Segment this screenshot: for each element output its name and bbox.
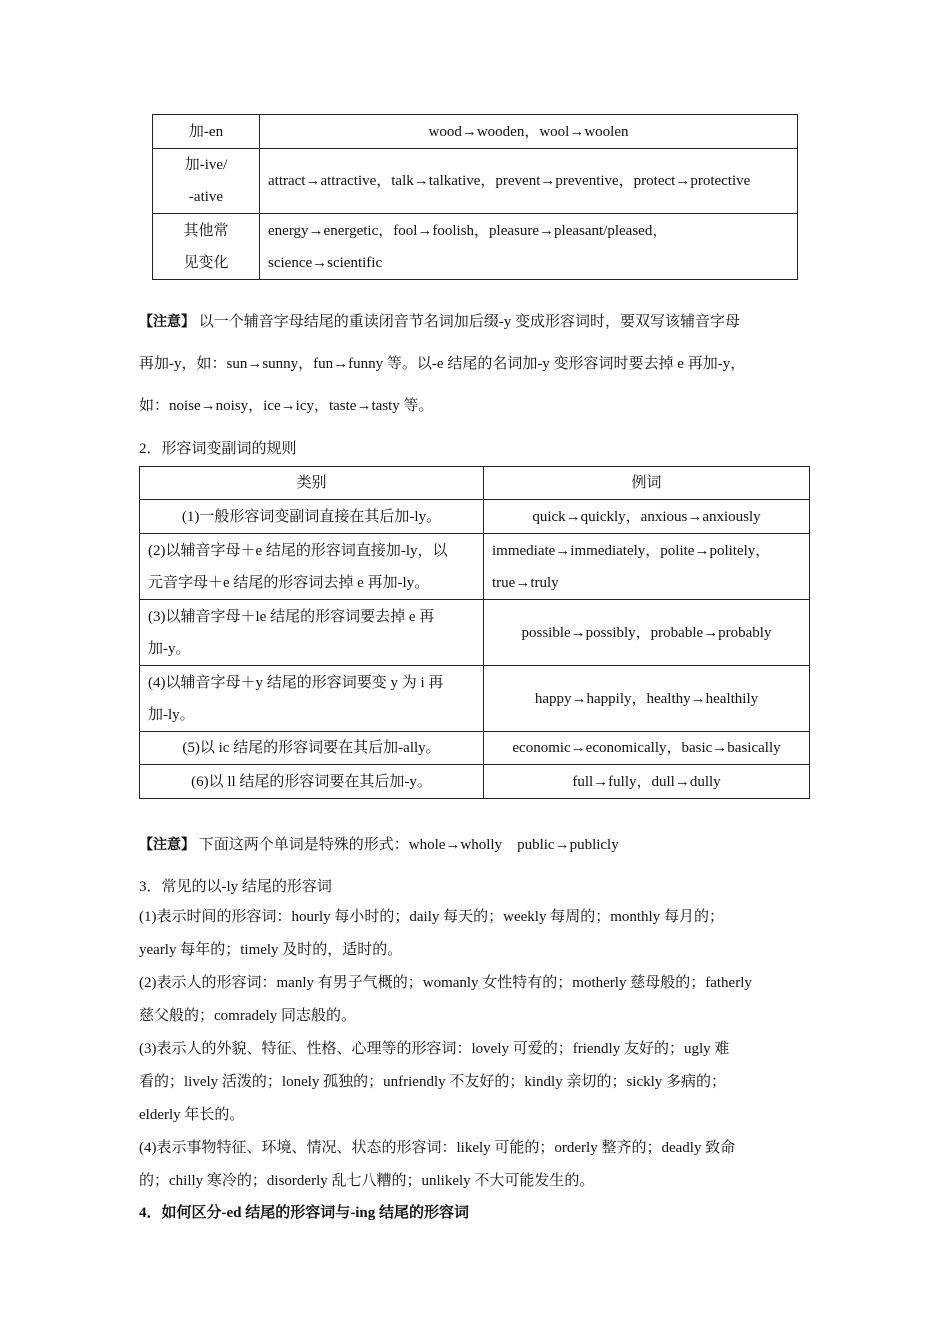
table-header-row <box>140 467 810 500</box>
suffix-table <box>152 114 798 280</box>
cell-line: energy→energetic，fool→foolish，pleasure→pleasant/pleased， <box>268 222 668 239</box>
rule-cell <box>140 534 484 600</box>
table-row <box>153 115 798 149</box>
body-line: 的；chilly 寒冷的；disorderly 乱七八糟的；unlikely 不大可能发生的。 <box>139 1173 595 1189</box>
table-row <box>140 500 810 534</box>
table-cell-example <box>260 214 798 280</box>
rule-cell: (1)一般形容词变副词直接在其后加-ly。 <box>140 500 484 534</box>
note-paragraph <box>139 829 814 862</box>
table-cell-label: 加-en <box>153 115 260 149</box>
table-row <box>140 534 810 600</box>
note-line <box>139 301 814 343</box>
cell-line: (4)以辅音字母＋y 结尾的形容词要变 y 为 i 再 <box>148 674 444 691</box>
note-line: 如：noise→noisy，ice→icy，taste→tasty 等。 <box>139 398 434 414</box>
example-cell: possible→possibly，probable→probably <box>484 600 810 666</box>
body-line: (4)表示事物特征、环境、情况、状态的形容词：likely 可能的；orderly 整齐的；deadly 致命 <box>139 1140 736 1156</box>
body-line: (3)表示人的外貌、特征、性格、心理等的形容词：lovely 可爱的；friendly 友好的；ugly 难 <box>139 1041 730 1057</box>
note-text: 下面这两个单词是特殊的形式：whole→wholly public→publicly <box>198 837 619 853</box>
body-line: 看的；lively 活泼的；lonely 孤独的；unfriendly 不友好的；kindly 亲切的；sickly 多病的； <box>139 1074 727 1090</box>
example-cell: full→fully，dull→dully <box>484 765 810 799</box>
adverb-rules-table <box>139 466 810 799</box>
table-cell-example: wood→wooden，wool→woolen <box>260 115 798 149</box>
column-header: 类别 <box>140 467 484 500</box>
column-header: 例词 <box>484 467 810 500</box>
section-body <box>139 901 814 1198</box>
table-cell-label <box>153 149 260 214</box>
cell-line: immediate→immediately，polite→politely， <box>492 542 771 559</box>
section-heading: 3．常见的以-ly 结尾的形容词 <box>139 879 332 895</box>
rule-cell: (6)以 ll 结尾的形容词要在其后加-y。 <box>140 765 484 799</box>
example-cell: happy→happily，healthy→healthily <box>484 666 810 732</box>
cell-line: -ative <box>188 189 224 205</box>
cell-line: science→scientific <box>268 254 383 271</box>
body-line: elderly 年长的。 <box>139 1107 245 1123</box>
rule-cell <box>140 666 484 732</box>
cell-line: 加-ive/ <box>184 157 228 173</box>
cell-line: (2)以辅音字母＋e 结尾的形容词直接加-ly，以 <box>148 542 448 559</box>
table-row <box>140 600 810 666</box>
cell-line: true→truly <box>492 574 559 591</box>
body-line: (1)表示时间的形容词：hourly 每小时的；daily 每天的；weekly 每周的；monthly 每月的； <box>139 909 724 925</box>
body-line: 慈父般的；comradely 同志般的。 <box>139 1008 357 1024</box>
table-cell-example: attract→attractive，talk→talkative，prevent→preventive，protect→protective <box>260 149 798 214</box>
note-line: 再加-y，如：sun→sunny，fun→funny 等。以-e 结尾的名词加-y 变形容词时要去掉 e 再加-y， <box>139 356 746 372</box>
cell-line: (3)以辅音字母＋le 结尾的形容词要去掉 e 再 <box>148 608 435 625</box>
table-row <box>140 732 810 765</box>
example-cell: economic→economically，basic→basically <box>484 732 810 765</box>
example-cell <box>484 534 810 600</box>
cell-line: 其他常 <box>183 222 229 239</box>
table-row <box>140 666 810 732</box>
note-tag: 【注意】 <box>139 837 195 853</box>
cell-line: 元音字母＋e 结尾的形容词去掉 e 再加-ly。 <box>148 574 430 591</box>
section-heading: 2．形容词变副词的规则 <box>139 441 297 457</box>
note-text: 以一个辅音字母结尾的重读闭音节名词加后缀-y 变成形容词时，要双写该辅音字母 <box>198 314 740 330</box>
cell-line: 见变化 <box>183 254 229 271</box>
table-row <box>153 214 798 280</box>
example-cell: quick→quickly，anxious→anxiously <box>484 500 810 534</box>
section-heading: 4．如何区分-ed 结尾的形容词与-ing 结尾的形容词 <box>139 1205 470 1221</box>
note-tag: 【注意】 <box>139 314 195 330</box>
table-row <box>153 149 798 214</box>
cell-line: 加-ly。 <box>148 706 195 723</box>
rule-cell <box>140 600 484 666</box>
table-row <box>140 765 810 799</box>
body-line: (2)表示人的形容词：manly 有男子气概的；womanly 女性特有的；motherly 慈母般的；fatherly <box>139 975 752 991</box>
rule-cell: (5)以 ic 结尾的形容词要在其后加-ally。 <box>140 732 484 765</box>
body-line: yearly 每年的；timely 及时的，适时的。 <box>139 942 403 958</box>
cell-line: 加-y。 <box>148 640 191 657</box>
note-paragraph <box>139 301 814 427</box>
table-cell-label <box>153 214 260 280</box>
